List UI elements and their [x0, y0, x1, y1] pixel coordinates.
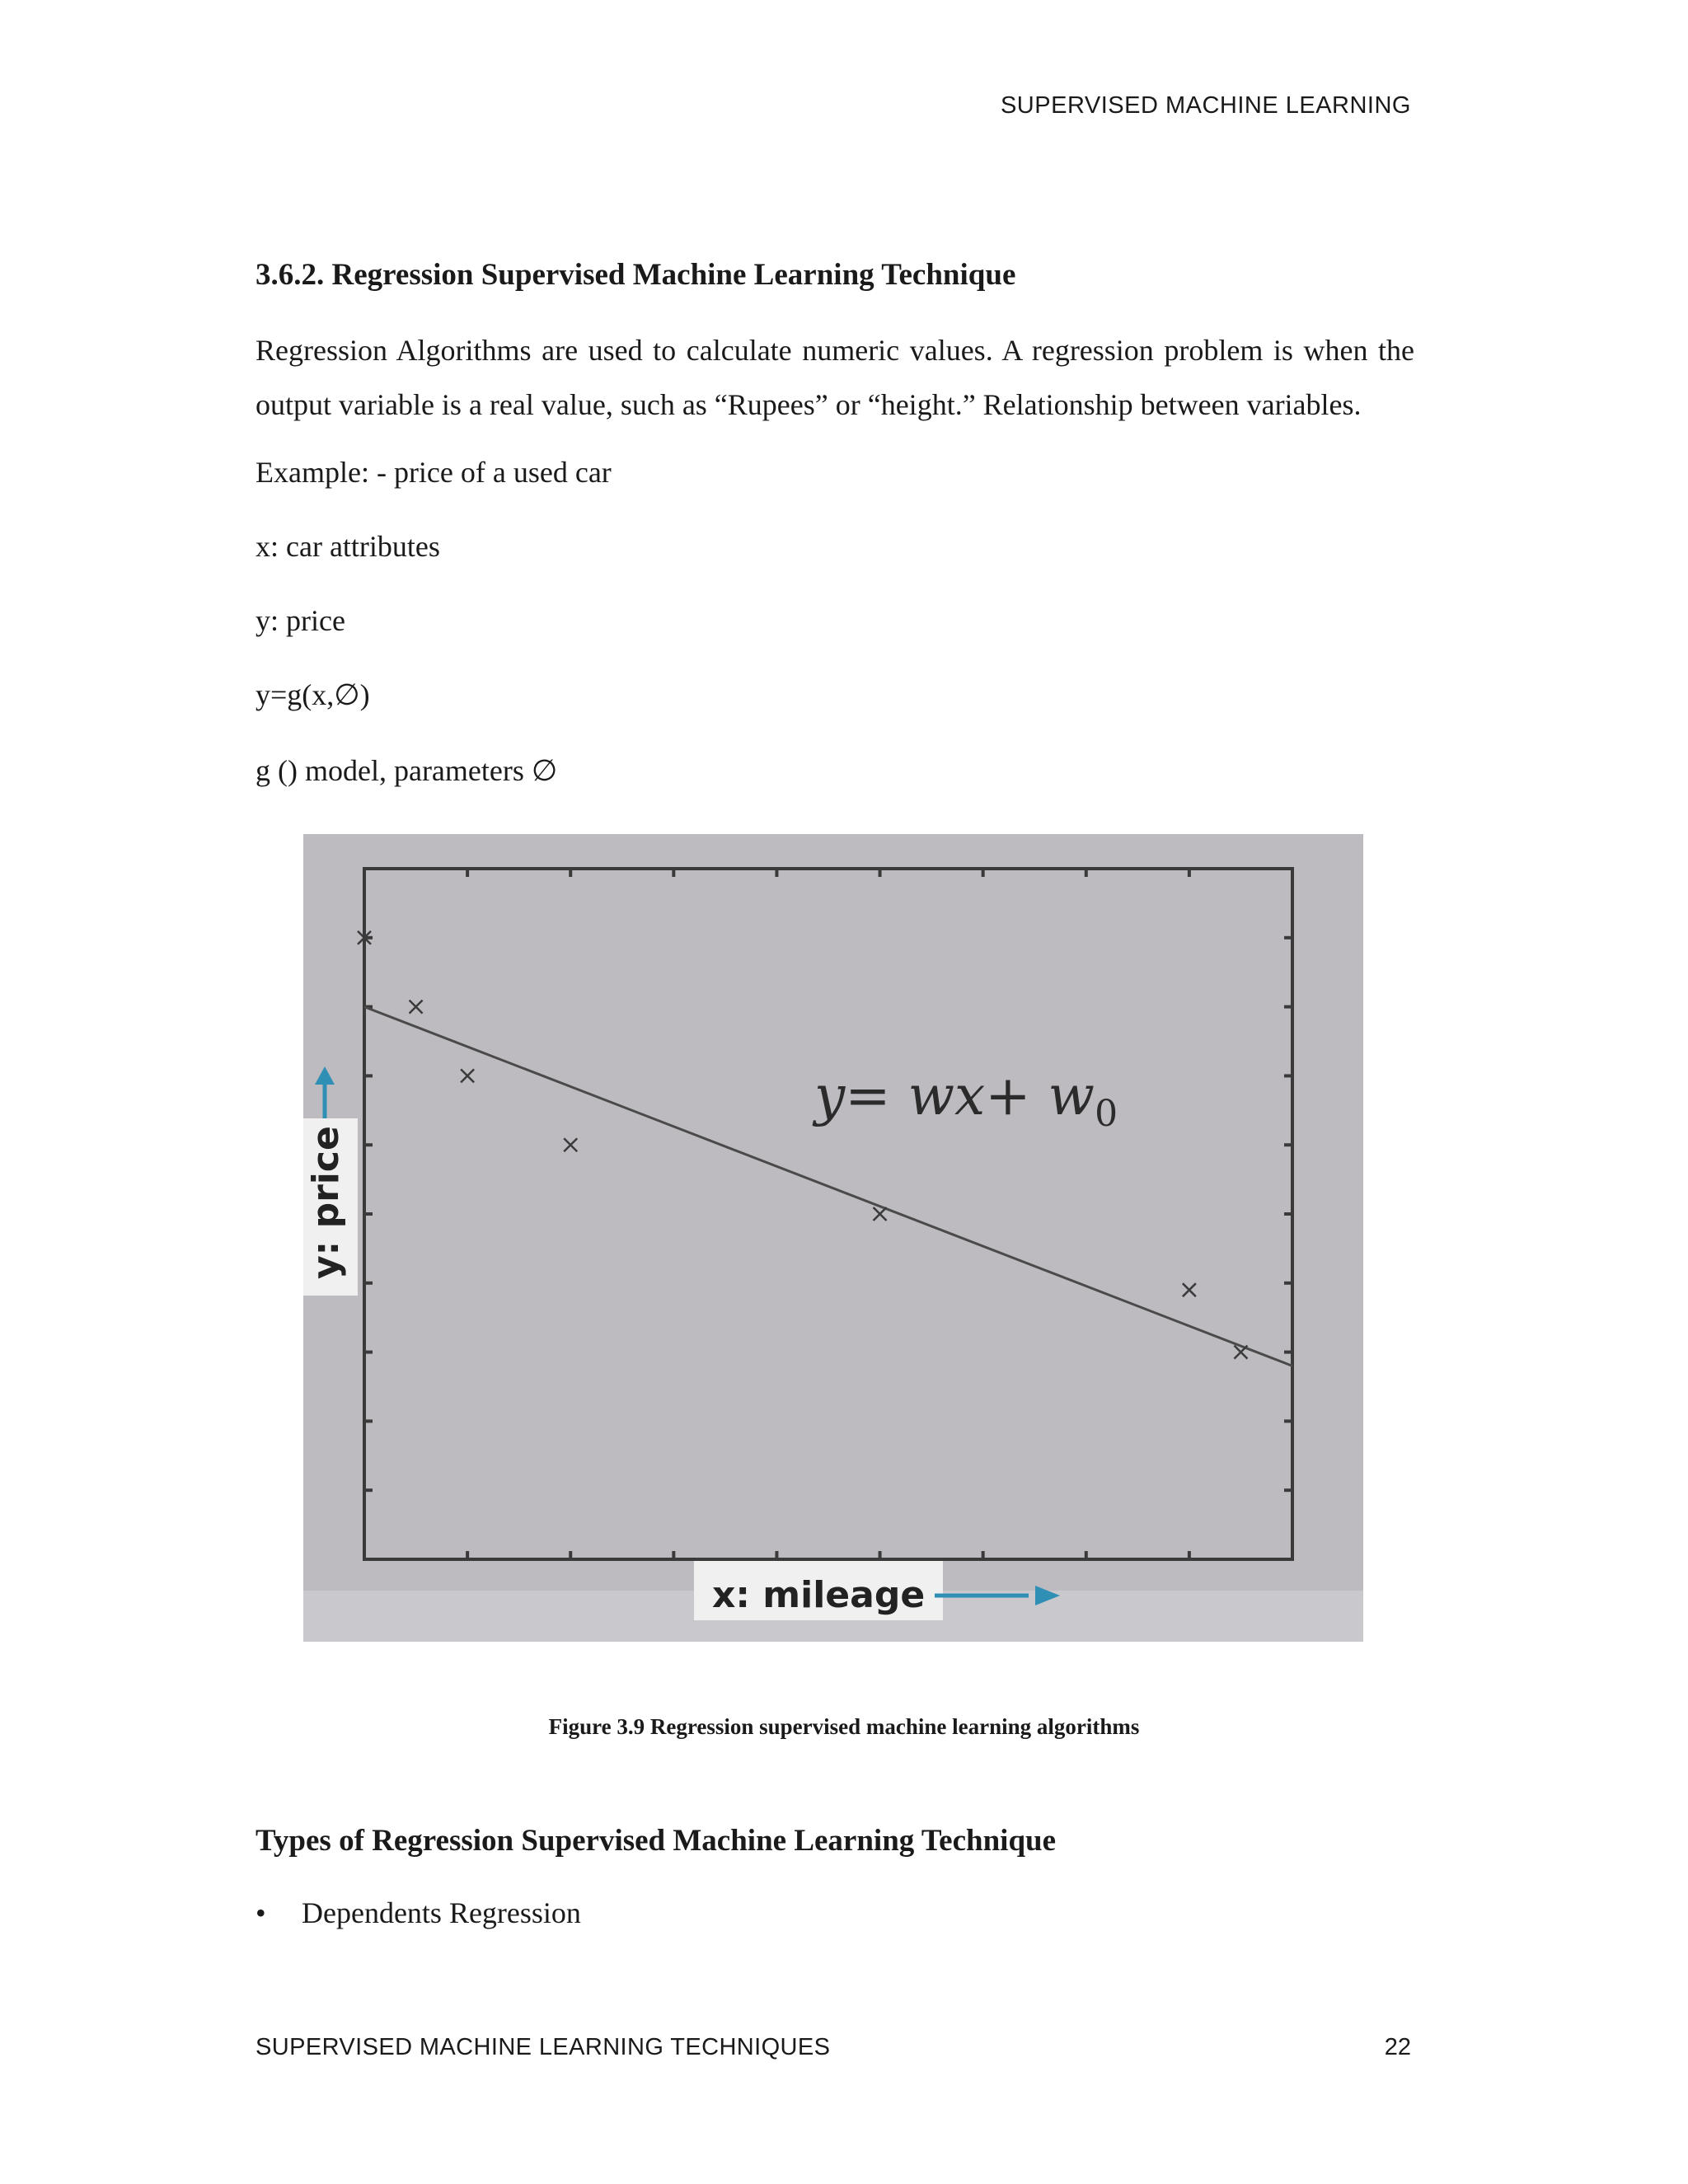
example-line: Example: - price of a used car — [256, 456, 612, 489]
section-heading: 3.6.2. Regression Supervised Machine Learning Technique — [256, 258, 1016, 292]
regression-figure — [303, 834, 1363, 1642]
model-definition: g () model, parameters ∅ — [256, 754, 558, 787]
y-axis-label: y: price — [305, 1126, 347, 1279]
list-item-label: Dependents Regression — [302, 1896, 581, 1929]
list-item — [256, 1896, 581, 1930]
equation-label: $y= wx+ w_0$ — [814, 1064, 1118, 1135]
running-header: SUPERVISED MACHINE LEARNING — [1000, 92, 1411, 119]
bullet-icon: • — [256, 1896, 266, 1929]
types-heading: Types of Regression Supervised Machine Learning Technique — [256, 1824, 1057, 1858]
x-definition: x: car attributes — [256, 530, 440, 563]
regression-chart — [303, 834, 1363, 1642]
formula-line: y=g(x,∅) — [256, 678, 370, 711]
x-axis-label: x: mileage — [712, 1574, 926, 1616]
page-number: 22 — [1384, 2034, 1411, 2060]
y-definition: y: price — [256, 604, 345, 637]
intro-paragraph: Regression Algorithms are used to calculate numeric values. A regression problem is when the output variable is a real value, such as “Rupees” or “height.” Relationship between variables. — [256, 334, 1414, 421]
figure-caption: Figure 3.9 Regression supervised machine learning algorithms — [548, 1714, 1140, 1739]
footer-title: SUPERVISED MACHINE LEARNING TECHNIQUES — [256, 2034, 831, 2060]
plot-background — [303, 834, 1363, 1642]
